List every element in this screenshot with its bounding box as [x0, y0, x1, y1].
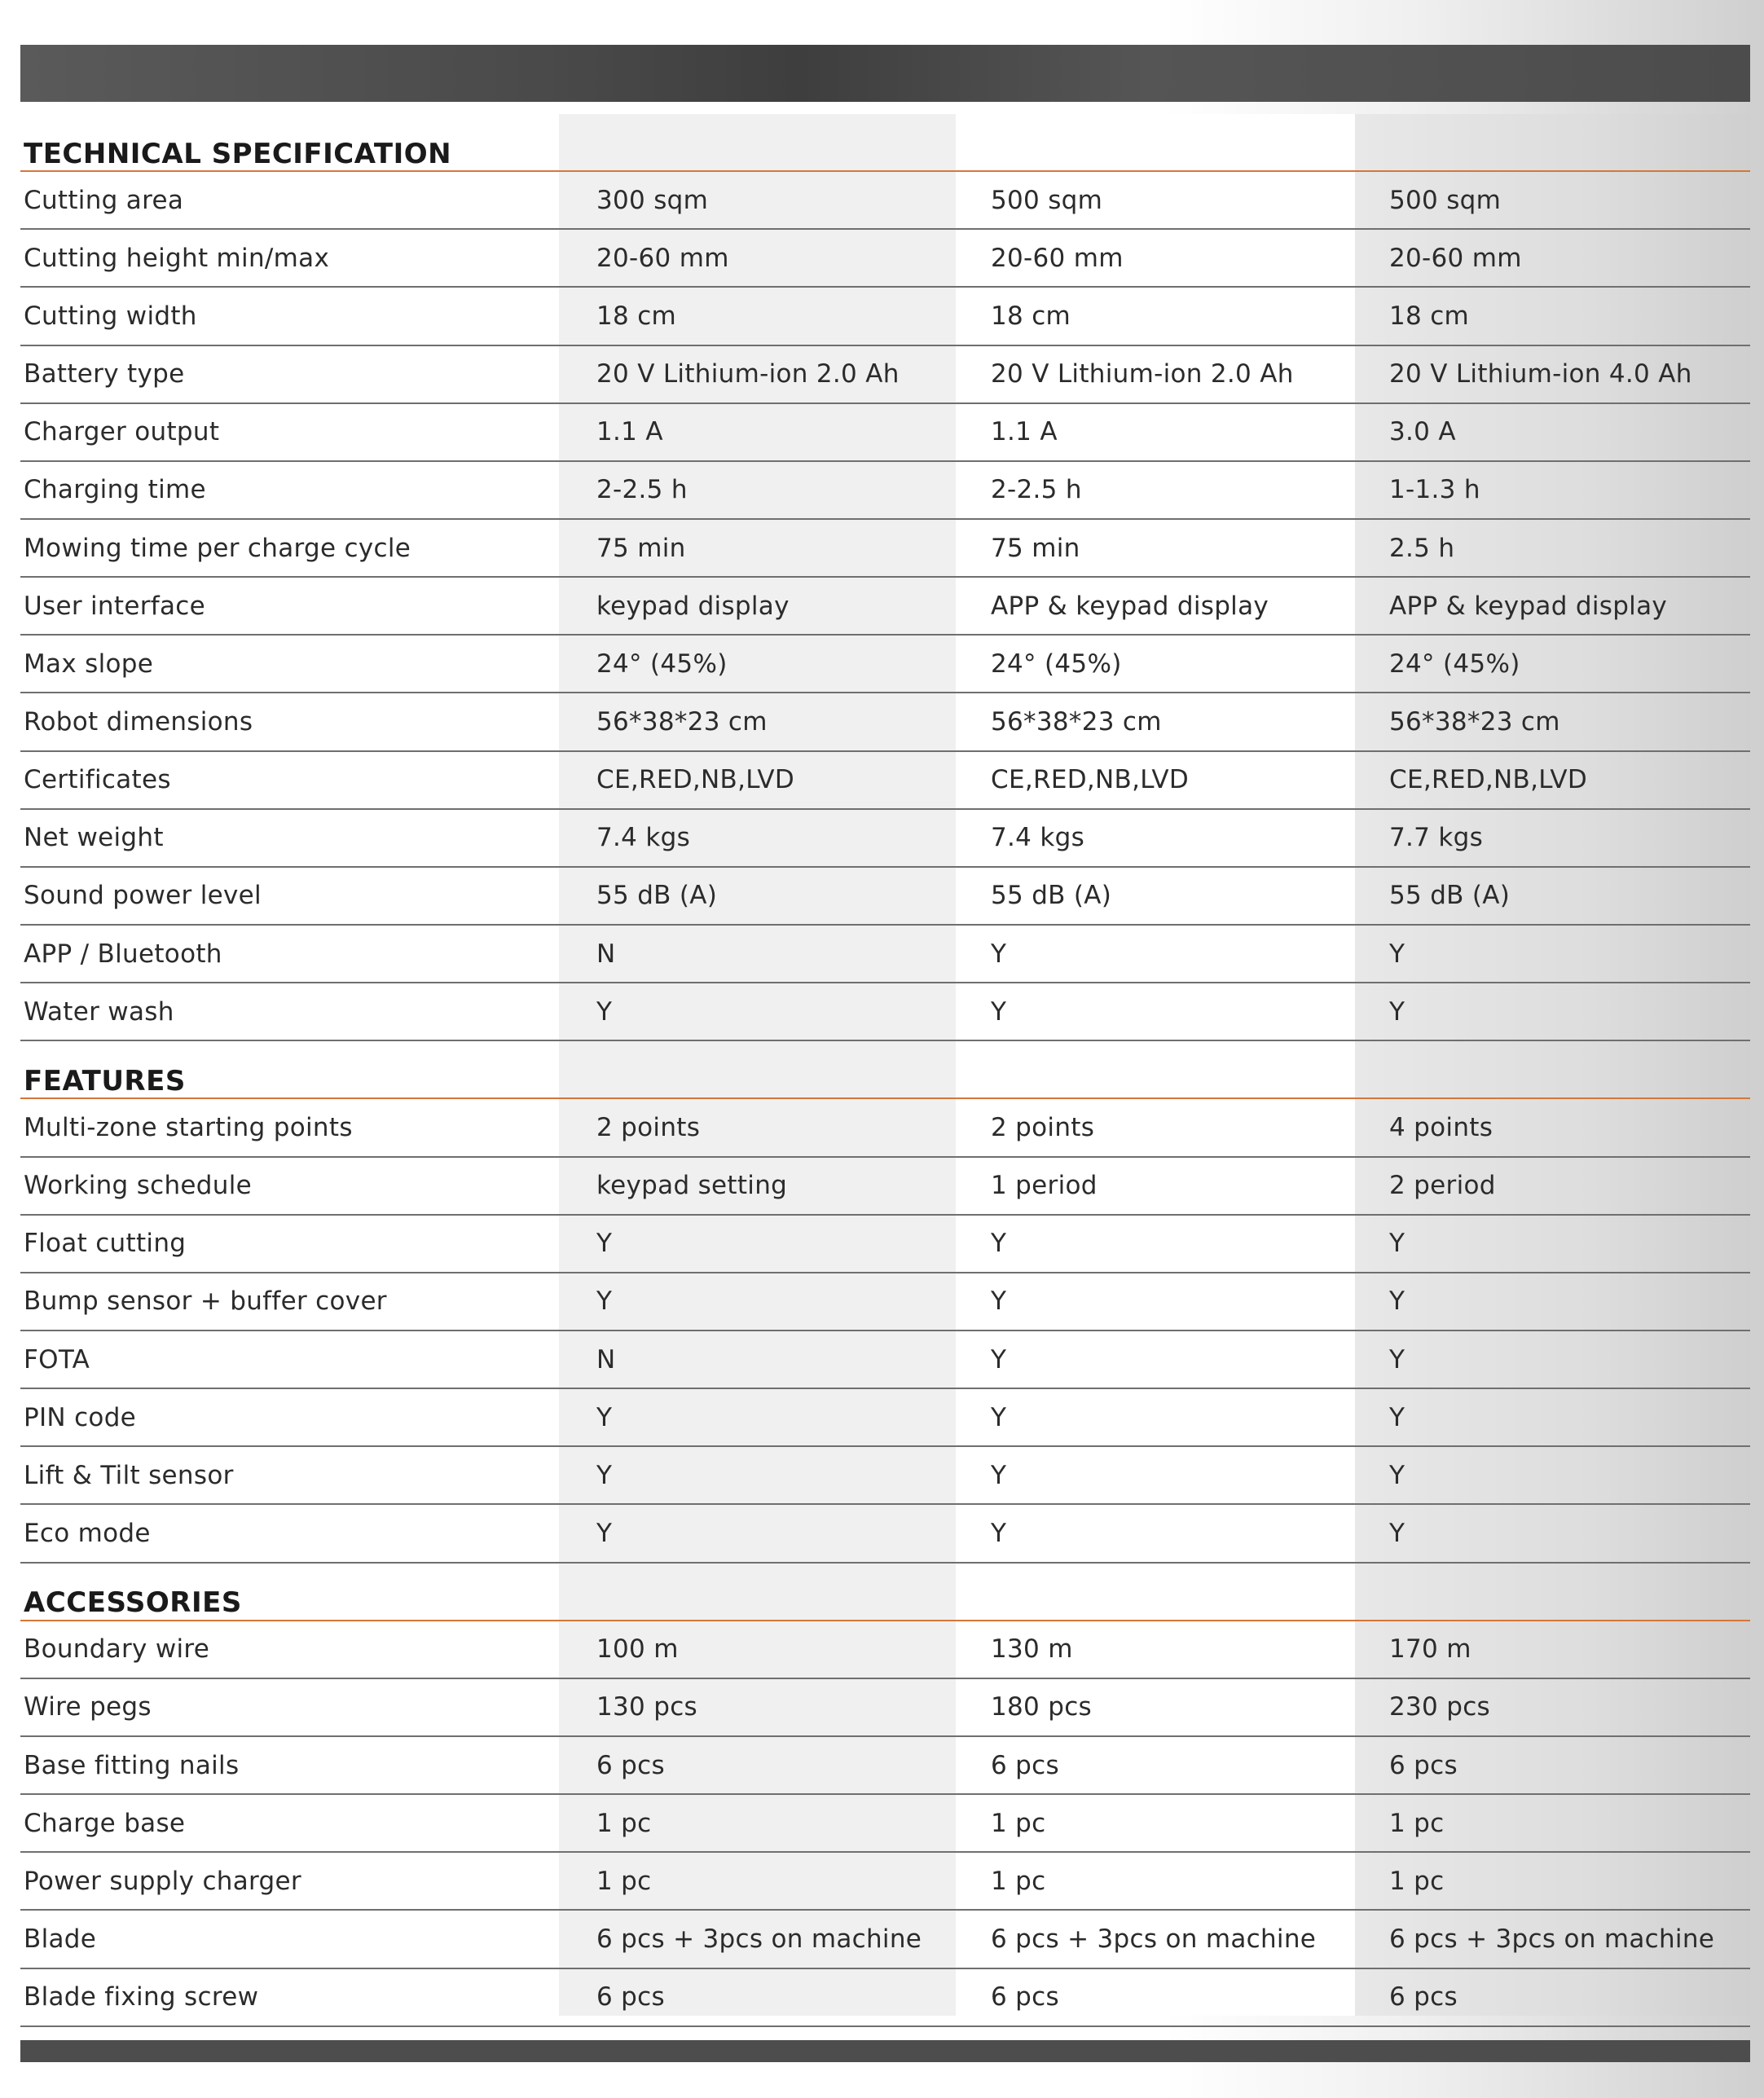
spec-row [20, 578, 1750, 636]
spec-label: Lift & Tilt sensor [24, 1460, 234, 1490]
spec-row [20, 1389, 1750, 1447]
spec-label: Charge base [24, 1808, 186, 1838]
model-2-value: 75 min [991, 533, 1080, 563]
spec-label: Charging time [24, 475, 206, 505]
spec-row [20, 1737, 1750, 1795]
model-3-value: 20-60 mm [1389, 243, 1522, 273]
spec-row [20, 693, 1750, 751]
footer-band [20, 2040, 1750, 2062]
model-2-value: 500 sqm [991, 185, 1103, 215]
model-2-value: 20 V Lithium-ion 2.0 Ah [991, 359, 1294, 389]
spec-label: Multi-zone starting points [24, 1112, 353, 1142]
model-3-value: 1-1.3 h [1389, 475, 1480, 505]
spec-label: Mowing time per charge cycle [24, 533, 411, 563]
model-2-value: 2-2.5 h [991, 475, 1082, 505]
model-2-value: 2 points [991, 1112, 1095, 1142]
model-3-value: CE,RED,NB,LVD [1389, 765, 1588, 795]
spec-row [20, 1447, 1750, 1505]
model-2-value: Y [991, 996, 1007, 1027]
model-2-value: 7.4 kgs [991, 823, 1085, 853]
model-1-value: N [596, 939, 616, 969]
spec-label: Water wash [24, 996, 174, 1027]
model-2-value: 1 pc [991, 1866, 1046, 1896]
model-2-value: CE,RED,NB,LVD [991, 765, 1190, 795]
model-1-value: N [596, 1344, 616, 1374]
model-1-value: 1 pc [596, 1866, 652, 1896]
model-2-value: 1 period [991, 1171, 1098, 1201]
model-3-value: Y [1389, 1287, 1405, 1317]
section-header [20, 1041, 1750, 1099]
model-3-value: Y [1389, 1229, 1405, 1259]
model-3-value: Y [1389, 1518, 1405, 1548]
model-1-value: 2-2.5 h [596, 475, 688, 505]
model-3-value: APP & keypad display [1389, 591, 1668, 621]
model-1-value: Y [596, 996, 613, 1027]
model-2-value: 1.1 A [991, 417, 1058, 447]
model-2-value: 6 pcs [991, 1750, 1059, 1780]
model-1-value: 55 dB (A) [596, 881, 718, 911]
model-2-value: 6 pcs [991, 1982, 1059, 2012]
model-1-value: Y [596, 1229, 613, 1259]
spec-row [20, 1331, 1750, 1389]
spec-label: Cutting area [24, 185, 184, 215]
spec-label: Power supply charger [24, 1866, 301, 1896]
model-1-value: keypad setting [596, 1171, 788, 1201]
spec-label: Cutting height min/max [24, 243, 330, 273]
spec-row [20, 172, 1750, 230]
model-1-value: 24° (45%) [596, 649, 728, 679]
section-header [20, 114, 1750, 172]
model-3-value: 6 pcs + 3pcs on machine [1389, 1924, 1715, 1954]
model-3-value: 170 m [1389, 1634, 1471, 1665]
spec-label: FOTA [24, 1344, 90, 1374]
spec-row [20, 404, 1750, 462]
spec-label: Working schedule [24, 1171, 253, 1201]
spec-label: Bump sensor + buffer cover [24, 1287, 387, 1317]
spec-label: Blade [24, 1924, 97, 1954]
model-2-value: 130 m [991, 1634, 1073, 1665]
model-2-value: Y [991, 1287, 1007, 1317]
model-1-value: 130 pcs [596, 1692, 697, 1722]
spec-row [20, 1505, 1750, 1563]
model-2-value: Y [991, 1229, 1007, 1259]
spec-label: Certificates [24, 765, 171, 795]
spec-label: Battery type [24, 359, 185, 389]
model-1-value: 6 pcs [596, 1750, 665, 1780]
model-2-value: 20-60 mm [991, 243, 1124, 273]
spec-row [20, 636, 1750, 693]
header-band [20, 45, 1750, 102]
model-1-value: 18 cm [596, 301, 677, 331]
spec-label: Float cutting [24, 1229, 187, 1259]
model-3-value: 24° (45%) [1389, 649, 1520, 679]
spec-label: Cutting width [24, 301, 197, 331]
spec-label: Eco mode [24, 1518, 151, 1548]
spec-row [20, 752, 1750, 810]
model-1-value: Y [596, 1287, 613, 1317]
model-1-value: 56*38*23 cm [596, 706, 768, 737]
spec-label: APP / Bluetooth [24, 939, 222, 969]
model-1-value: 7.4 kgs [596, 823, 691, 853]
model-2-value: 1 pc [991, 1808, 1046, 1838]
model-1-value: 75 min [596, 533, 686, 563]
model-1-value: 300 sqm [596, 185, 709, 215]
spec-label: PIN code [24, 1402, 137, 1432]
spec-row [20, 520, 1750, 578]
model-3-value: 2.5 h [1389, 533, 1455, 563]
model-2-value: Y [991, 1344, 1007, 1374]
model-3-value: 3.0 A [1389, 417, 1456, 447]
spec-row [20, 1621, 1750, 1679]
model-2-value: Y [991, 1402, 1007, 1432]
model-3-value: 56*38*23 cm [1389, 706, 1560, 737]
model-3-value: 2 period [1389, 1171, 1496, 1201]
spec-row [20, 1099, 1750, 1157]
model-2-value: Y [991, 1518, 1007, 1548]
model-3-value: Y [1389, 1460, 1405, 1490]
model-2-value: APP & keypad display [991, 591, 1269, 621]
model-1-value: 2 points [596, 1112, 701, 1142]
model-3-value: 7.7 kgs [1389, 823, 1484, 853]
spec-row [20, 288, 1750, 345]
spec-label: Wire pegs [24, 1692, 152, 1722]
model-3-value: 18 cm [1389, 301, 1470, 331]
model-1-value: 6 pcs + 3pcs on machine [596, 1924, 922, 1954]
spec-row [20, 346, 1750, 404]
spec-row [20, 926, 1750, 983]
spec-row [20, 1216, 1750, 1273]
model-3-value: 55 dB (A) [1389, 881, 1511, 911]
section-title: FEATURES [24, 1064, 186, 1097]
spec-label: Robot dimensions [24, 706, 253, 737]
spec-row [20, 1853, 1750, 1911]
spec-label: Charger output [24, 417, 220, 447]
model-2-value: 180 pcs [991, 1692, 1092, 1722]
spec-row [20, 983, 1750, 1041]
model-2-value: 18 cm [991, 301, 1071, 331]
spec-row [20, 1795, 1750, 1853]
model-1-value: 1 pc [596, 1808, 652, 1838]
model-3-value: 230 pcs [1389, 1692, 1490, 1722]
model-3-value: 6 pcs [1389, 1750, 1458, 1780]
model-3-value: Y [1389, 1402, 1405, 1432]
spec-label: Blade fixing screw [24, 1982, 259, 2012]
model-2-value: Y [991, 939, 1007, 969]
spec-label: Net weight [24, 823, 164, 853]
model-3-value: Y [1389, 996, 1405, 1027]
model-1-value: Y [596, 1460, 613, 1490]
model-3-value: Y [1389, 939, 1405, 969]
model-3-value: 1 pc [1389, 1866, 1445, 1896]
spec-label: Base fitting nails [24, 1750, 240, 1780]
spec-row [20, 1273, 1750, 1331]
model-2-value: 24° (45%) [991, 649, 1122, 679]
model-1-value: Y [596, 1402, 613, 1432]
model-3-value: Y [1389, 1344, 1405, 1374]
spec-row [20, 868, 1750, 926]
model-1-value: 1.1 A [596, 417, 663, 447]
spec-row [20, 462, 1750, 520]
section-title: TECHNICAL SPECIFICATION [24, 137, 452, 170]
model-1-value: CE,RED,NB,LVD [596, 765, 795, 795]
model-1-value: Y [596, 1518, 613, 1548]
model-3-value: 4 points [1389, 1112, 1493, 1142]
model-1-value: 100 m [596, 1634, 679, 1665]
spec-row [20, 1911, 1750, 1968]
model-3-value: 20 V Lithium-ion 4.0 Ah [1389, 359, 1692, 389]
spec-table [20, 114, 1750, 2027]
spec-row [20, 1158, 1750, 1216]
model-3-value: 500 sqm [1389, 185, 1502, 215]
model-1-value: keypad display [596, 591, 790, 621]
model-1-value: 20-60 mm [596, 243, 729, 273]
model-2-value: 6 pcs + 3pcs on machine [991, 1924, 1317, 1954]
section-title: ACCESSORIES [24, 1586, 242, 1620]
spec-row [20, 810, 1750, 868]
model-1-value: 6 pcs [596, 1982, 665, 2012]
model-3-value: 6 pcs [1389, 1982, 1458, 2012]
spec-label: Max slope [24, 649, 154, 679]
section-header [20, 1564, 1750, 1621]
spec-label: Boundary wire [24, 1634, 210, 1665]
model-2-value: 56*38*23 cm [991, 706, 1162, 737]
model-1-value: 20 V Lithium-ion 2.0 Ah [596, 359, 900, 389]
spec-row [20, 1969, 1750, 2027]
spec-row [20, 230, 1750, 288]
model-2-value: Y [991, 1460, 1007, 1490]
spec-row [20, 1679, 1750, 1737]
model-2-value: 55 dB (A) [991, 881, 1112, 911]
spec-label: User interface [24, 591, 205, 621]
model-3-value: 1 pc [1389, 1808, 1445, 1838]
spec-label: Sound power level [24, 881, 262, 911]
